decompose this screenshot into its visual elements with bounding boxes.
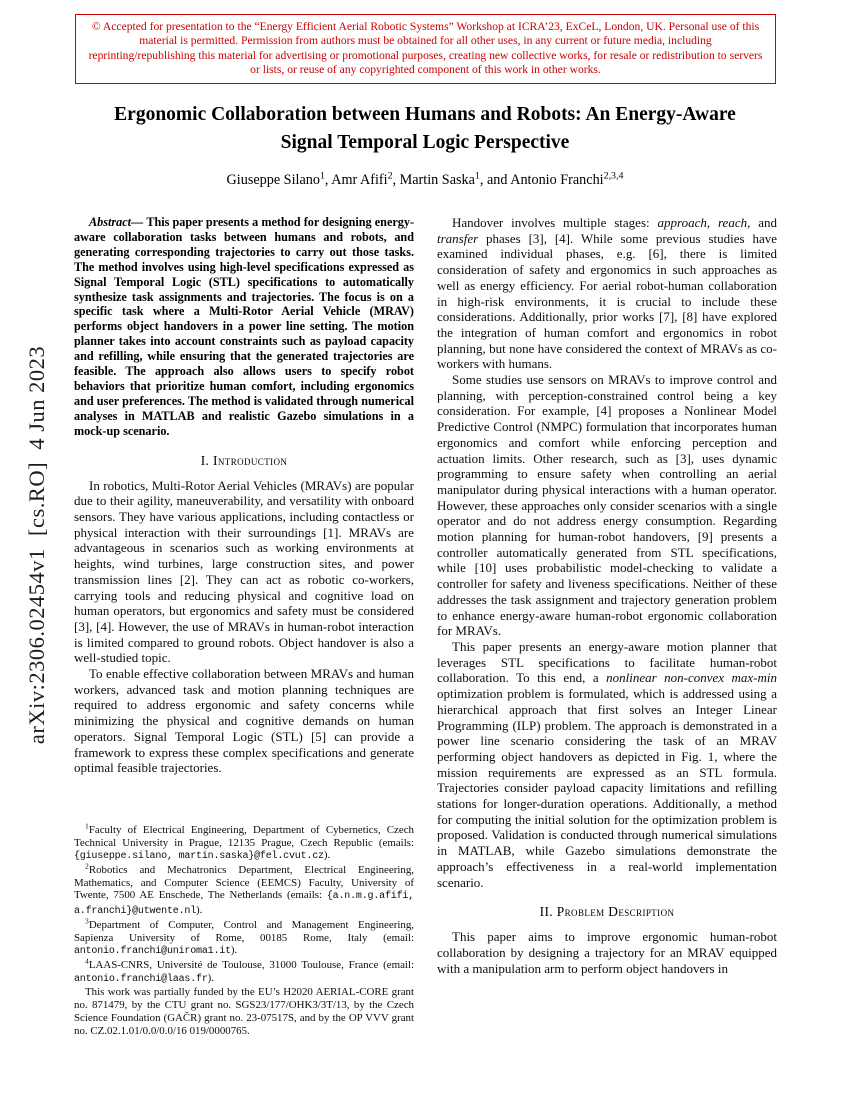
related-work-paragraph-2: Some studies use sensors on MRAVs to improve control and planning, with perception-constrained control being a key consideration. For example, [4] proposes a Nonlinear Model Predictive Control (NMPC) formulation that incorporates human ergonomics and comfort while enforcing perception and actuation limits. Other research, such as [3], uses dynamic programming to ensure safety when controlling an aerial manipulator during physical interactions with a human operator. However, these approaches only consider scenarios with a single operator and do not address energy consumption. Regarding motion planning for human-robot handovers, [9] presents a controller automatically generated from STL specifications, while [10] uses probabilistic model-checking to validate a controller for safety and liveness specifications. Neither of these addresses the task assignment and trajectory generation problem to enhance energy-aware human-robot ergonomic collaboration for MRAVs. bbox=[437, 372, 777, 639]
footnote-funding: This work was partially funded by the EU’s H2020 AERIAL-CORE grant no. 871479, by the CTU grant no. SGS23/177/OHK3/3T/13, by the Czech Science Foundation (GAČR) grant no. 23-07517S, and by the OP VVV grant no. CZ.02.1.01/0.0/0.0/16 019/0000765. bbox=[74, 986, 414, 1037]
intro-paragraph-1: In robotics, Multi-Rotor Aerial Vehicles (MRAVs) are popular due to their agility, maneuverability, and versatility with onboard sensors. They have various applications, including contactless or physical interaction with their surroundings [1]. MRAVs are advantageous in scenarios such as working environments at heights, wind turbines, large construction sites, and power transmission lines [2]. They can act as robotic co-workers, carrying tools and reducing physical and cognitive load on human operators, but ergonomics and safety must be considered [3], [4]. However, the use of MRAVs in human-robot interaction is limited compared to ground robots. Object handover is also a well-studied topic. bbox=[74, 477, 414, 666]
paper-title: Ergonomic Collaboration between Humans and Robots: An Energy-Aware Signal Temporal Logic Perspective bbox=[114, 104, 736, 153]
footnote-affiliation-4: $^4$LAAS-CNRS, Université de Toulouse, 31000 Toulouse, France (email: antonio.franchi@laas.fr). bbox=[74, 956, 414, 985]
section-heading-problem-description: II. Problem Description bbox=[539, 904, 675, 920]
author-footnotes bbox=[74, 821, 414, 1037]
related-work-paragraph-1: Handover involves multiple stages: approach, reach, and transfer phases [3], [4]. While some previous studies have examined individual phases, e.g. [6], there is limited consideration of safety and ergonomics in such approaches as well as energy efficiency. For aerial robot-human collaboration in high-risk environments, it is crucial to include these considerations. Additionally, prior works [7], [8] have explored the integration of human comfort and ergonomics in robot planning, but none have considered the context of MRAVs as co-workers with humans. bbox=[437, 215, 777, 372]
arxiv-watermark: arXiv:2306.02454v1 [cs.RO] 4 Jun 2023 bbox=[24, 345, 49, 745]
right-column bbox=[437, 215, 777, 976]
two-column-body bbox=[74, 215, 777, 1037]
footnote-affiliation-2: $^2$Robotics and Mechatronics Department, Electrical Engineering, Mathematics, and Computer Science (EEMCS) Faculty, University of Twente, 7500 AE Enschede, The Netherlands (emails: {a.n.m.g.afifi, a.franchi}@utwente.nl). bbox=[74, 861, 414, 918]
authors-line: Giuseppe Silano$^1$, Amr Afifi$^2$, Martin Saska$^1$, and Antonio Franchi$^{2,3,4}$ bbox=[226, 170, 624, 188]
problem-paragraph-1: This paper aims to improve ergonomic human-robot collaboration by designing a trajectory for an MRAV equipped with a manipulation arm to perform object handovers in bbox=[437, 929, 777, 976]
copyright-notice-box bbox=[75, 14, 776, 84]
section-heading-introduction: I. Introduction bbox=[200, 452, 288, 468]
copyright-notice-text: © Accepted for presentation to the “Energy Efficient Aerial Robotic Systems” Workshop at ICRA’23, ExCeL, London, UK. Personal use of this material is permitted. Permission from authors must be obtained for all other uses, in any current or future media, including reprinting/republishing this material for advertising or promotional purposes, creating new collective works, for resale or redistribution to servers or lists, or reuse of any copyrighted component of this work in other works. bbox=[88, 20, 763, 77]
footnote-affiliation-1: $^1$Faculty of Electrical Engineering, Department of Cybernetics, Czech Technical University in Prague, 12135 Prague, Czech Republic (emails: {giuseppe.silano, martin.saska}@fel.cvut.cz). bbox=[74, 821, 414, 863]
abstract-paragraph: Abstract— This paper presents a method for designing energy-aware collaboration tasks between humans and robots, and generating corresponding trajectories to carry out those tasks. The method involves using high-level specifications expressed as Signal Temporal Logic (STL) specifications to automatically synthesize task assignments and trajectories. The focus is on a specific task where a Multi-Rotor Aerial Vehicle (MRAV) performs object handovers in a power line setting. The motion planner takes into account constraints such as payload capacity and refilling, while ensuring that the generated trajectories are feasible. The approach also allows users to specify robot behaviors that prioritize human comfort, including ergonomics and user preferences. The method is validated through numerical analyses in MATLAB and realistic Gazebo simulations in a mock-up scenario. bbox=[74, 215, 415, 438]
left-column bbox=[74, 215, 414, 1037]
footnote-affiliation-3: $^3$Department of Computer, Control and Management Engineering, Sapienza University of Rome, 00185 Rome, Italy (email: antonio.franchi@uniroma1.it). bbox=[74, 916, 414, 958]
contribution-paragraph: This paper presents an energy-aware motion planner that leverages STL specifications to facilitate human-robot collaboration. To this end, a nonlinear non-convex max-min optimization problem is formulated, which is addressed using a hierarchical approach that first solves an Integer Linear Programming (ILP) problem. The approach is demonstrated in a power line scenario considering the task of an MRAV performing object handovers as depicted in Fig. 1, where the mission requirements are expressed as an STL formula. Trajectories consider payload capacity limitations and refilling stations for longer-duration operations. Additionally, a method for computing the initial solution for the optimization problem is proposed. Validation is conducted through numerical simulations in MATLAB, while Gazebo simulations demonstrate the approach’s effectiveness in a real-world implementation scenario. bbox=[437, 638, 777, 890]
intro-paragraph-2: To enable effective collaboration between MRAVs and human workers, advanced task and motion planning techniques are required to address ergonomic and safety concerns while minimizing the physical and cognitive demands on human operators. Signal Temporal Logic (STL) [5] can provide a framework to express these complex specifications and generate optimal feasible trajectories. bbox=[74, 666, 414, 776]
